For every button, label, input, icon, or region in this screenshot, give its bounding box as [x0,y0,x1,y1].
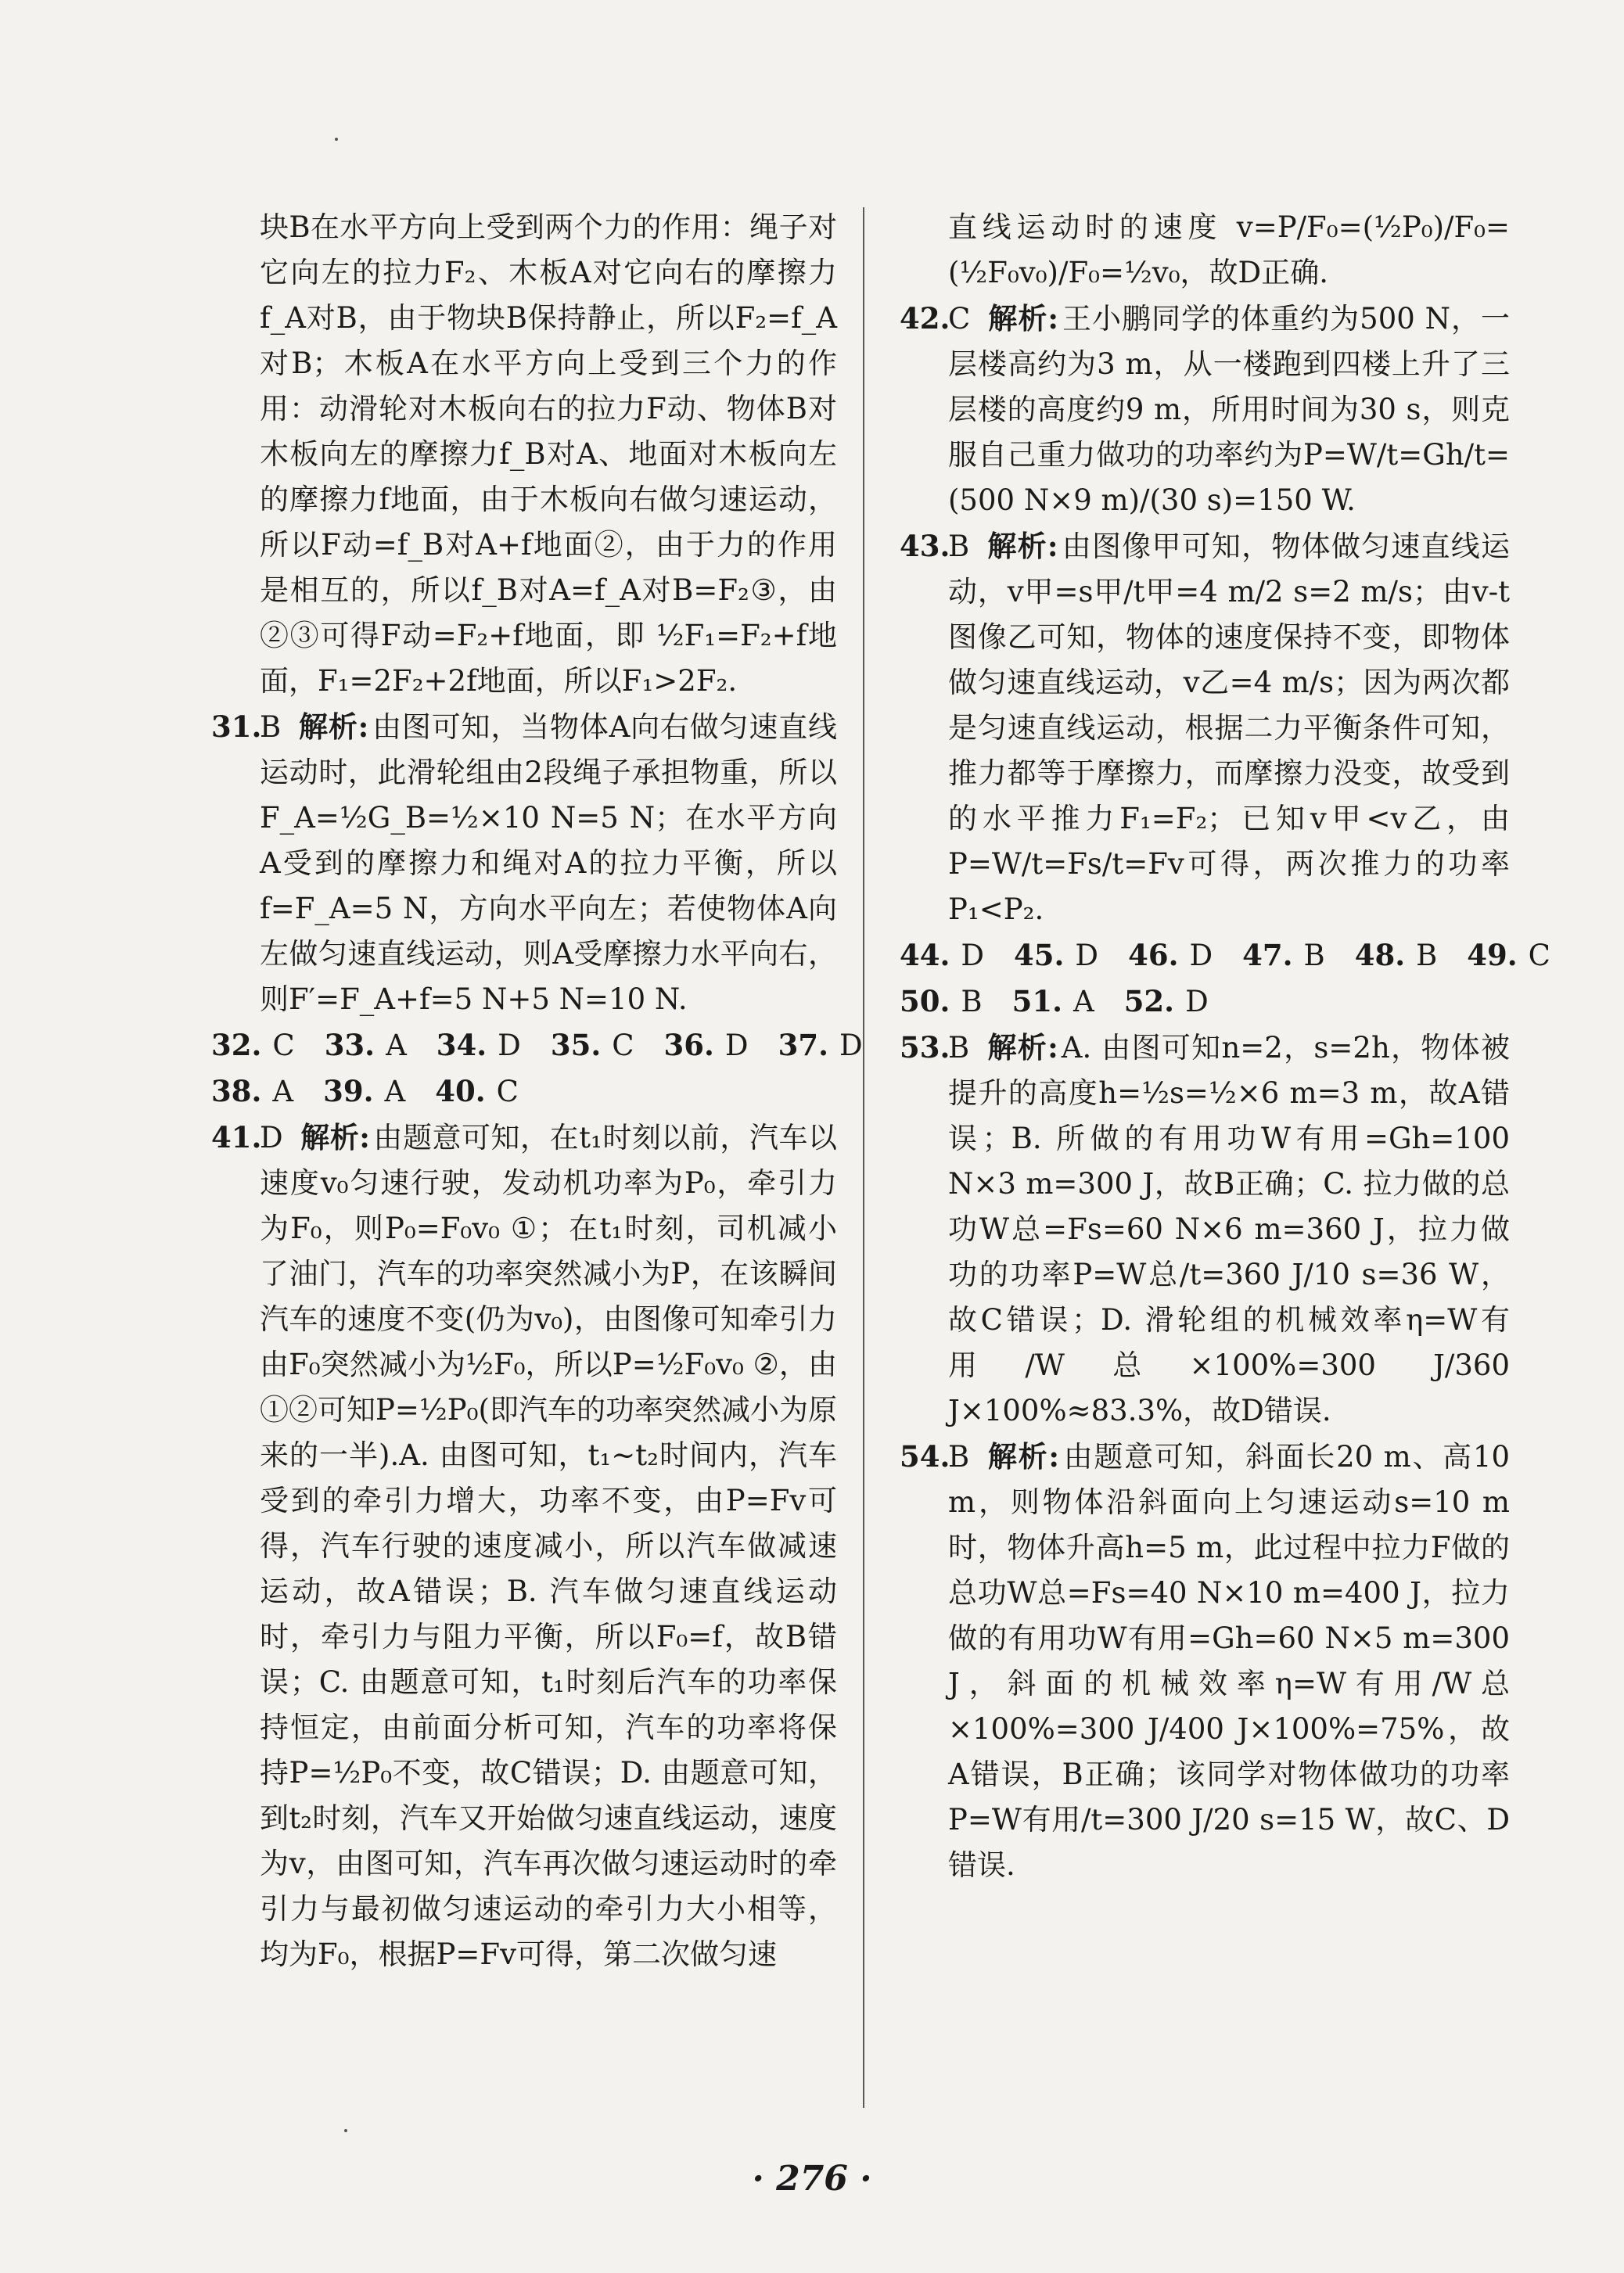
answer-pair: 34. D [436,1028,521,1062]
analysis-label: 解析: [986,529,1058,563]
answer-pair: 38. A [211,1074,294,1108]
left-column [211,205,863,1977]
right-column [900,205,1550,1888]
answer-row-38-40 [211,1068,837,1115]
analysis-label: 解析: [986,1439,1059,1474]
answer-choice: B [948,1031,970,1065]
scan-speck [344,2129,347,2132]
answer-pair: 40. C [435,1074,519,1108]
solution-text: 直线运动时的速度 v=P/F₀=(½P₀)/F₀=(½F₀v₀)/F₀=½v₀，故D正确. [948,210,1510,289]
answer-pair: 33. A [324,1028,407,1062]
answer-choice: C [948,302,971,336]
continued-solution-30 [211,205,837,704]
continued-solution-41 [900,205,1510,296]
answer-item-41 [211,1115,837,1977]
answer-pair: 49. C [1467,938,1550,972]
answer-item-53 [900,1025,1510,1434]
answer-choice: B [260,710,282,744]
answer-pair: 37. D [778,1028,863,1062]
answer-item-43 [900,523,1510,932]
answer-item-42 [900,296,1510,523]
answer-choice: B [948,530,970,563]
answer-pair: 36. D [663,1028,749,1062]
answer-pair: 48. B [1354,938,1438,972]
answer-row-32-37 [211,1022,863,1068]
analysis-label: 解析: [987,301,1059,336]
item-number: 31. [211,709,262,744]
solution-text: 由题意可知，斜面长20 m、高10 m，则物体沿斜面向上匀速运动s=10 m时，物体升高h=5 m，此过程中拉力F做的总功W总=Fs=40 N×10 m=400 J，拉力做的有用功W有用=Gh=60 N×5 m=300 J，斜面的机械效率η=W有用/W总×100%=300 J/400 J×100%=75%，故A错误，B正确；该同学对物体做功的功率P=W有用/t=300 J/20 s=15 W，故C、D错误. [948,1440,1510,1882]
answer-choice: B [948,1440,970,1474]
answer-pair: 51. A [1011,984,1094,1018]
answer-row-44-49 [900,932,1550,979]
answer-pair: 45. D [1014,938,1099,972]
solution-text: 块B在水平方向上受到两个力的作用：绳子对它向左的拉力F₂、木板A对它向右的摩擦力f_A对B，由于物块B保持静止，所以F₂=f_A对B；木板A在水平方向上受到三个力的作用：动滑轮对木板向右的拉力F动、物体B对木板向左的摩擦力f_B对A、地面对木板向左的摩擦力f地面，由于木板向右做匀速运动，所以F动=f_B对A+f地面②，由于力的作用是相互的，所以f_B对A=f_A对B=F₂③，由②③可得F动=F₂+f地面，即 ½F₁=F₂+f地面，F₁=2F₂+2f地面，所以F₁>2F₂. [260,210,837,698]
answer-choice: D [260,1121,283,1154]
answer-item-54 [900,1434,1510,1888]
answer-row-50-52 [900,979,1510,1025]
analysis-label: 解析: [986,1030,1058,1065]
answer-pair: 46. D [1128,938,1213,972]
analysis-label: 解析: [298,709,369,744]
column-divider [863,207,864,2108]
solution-text: 由题意可知，在t₁时刻以前，汽车以速度v₀匀速行驶，发动机功率为P₀，牵引力为F₀，则P₀=F₀v₀ ①；在t₁时刻，司机减小了油门，汽车的功率突然减小为P，在该瞬间汽车的速度不变(仍为v₀)，由图像可知牵引力由F₀突然减小为½F₀，所以P=½F₀v₀ ②，由①②可知P=½P₀(即汽车的功率突然减小为原来的一半).A. 由图可知，t₁~t₂时间内，汽车受到的牵引力增大，功率不变，由P=Fv可得，汽车行驶的速度减小，所以汽车做减速运动，故A错误；B. 汽车做匀速直线运动时，牵引力与阻力平衡，所以F₀=f，故B错误；C. 由题意可知，t₁时刻后汽车的功率保持恒定，由前面分析可知，汽车的功率将保持P=½P₀不变，故C错误；D. 由题意可知，到t₂时刻，汽车又开始做匀速直线运动，速度为v，由图可知，汽车再次做匀速运动时的牵引力与最初做匀速运动的牵引力大小相等，均为F₀，根据P=Fv可得，第二次做匀速 [260,1121,837,1971]
answer-pair: 52. D [1123,984,1209,1018]
analysis-label: 解析: [300,1120,370,1154]
page-number: · 276 · [752,2159,872,2199]
item-number: 42. [900,301,950,336]
answer-pair: 50. B [900,984,983,1018]
item-number: 41. [211,1120,262,1154]
scan-speck [335,138,338,141]
solution-text: 王小鹏同学的体重约为500 N，一层楼高约为3 m，从一楼跑到四楼上升了三层楼的高度约9 m，所用时间为30 s，则克服自己重力做功的功率约为P=W/t=Gh/t=(500 N×9 m)/(30 s)=150 W. [948,302,1510,517]
solution-text: A. 由图可知n=2，s=2h，物体被提升的高度h=½s=½×6 m=3 m，故A错误；B. 所做的有用功W有用=Gh=100 N×3 m=300 J，故B正确；C. 拉力做的总功W总=Fs=60 N×6 m=360 J，拉力做功的功率P=W总/t=360 J/10 s=36 W，故C错误；D. 滑轮组的机械效率η=W有用/W总×100%=300 J/360 J×100%≈83.3%，故D错误. [948,1031,1510,1427]
answer-item-31 [211,704,837,1022]
answer-pair: 39. A [323,1074,406,1108]
solution-text: 由图可知，当物体A向右做匀速直线运动时，此滑轮组由2段绳子承担物重，所以F_A=½G_B=½×10 N=5 N；在水平方向A受到的摩擦力和绳对A的拉力平衡，所以f=F_A=5 N，方向水平向左；若使物体A向左做匀速直线运动，则A受摩擦力水平向右，则F′=F_A+f=5 N+5 N=10 N. [260,710,837,1016]
item-number: 43. [900,529,950,563]
solution-text: 由图像甲可知，物体做匀速直线运动，v甲=s甲/t甲=4 m/2 s=2 m/s；由v-t图像乙可知，物体的速度保持不变，即物体做匀速直线运动，v乙=4 m/s；因为两次都是匀速直线运动，根据二力平衡条件可知，推力都等于摩擦力，而摩擦力没变，故受到的水平推力F₁=F₂；已知v甲<v乙，由P=W/t=Fs/t=Fv可得，两次推力的功率P₁<P₂. [948,530,1510,926]
answer-pair: 32. C [211,1028,295,1062]
item-number: 53. [900,1030,950,1065]
answer-pair: 47. B [1242,938,1325,972]
answer-pair: 44. D [900,938,985,972]
answer-pair: 35. C [550,1028,634,1062]
item-number: 54. [900,1439,950,1474]
